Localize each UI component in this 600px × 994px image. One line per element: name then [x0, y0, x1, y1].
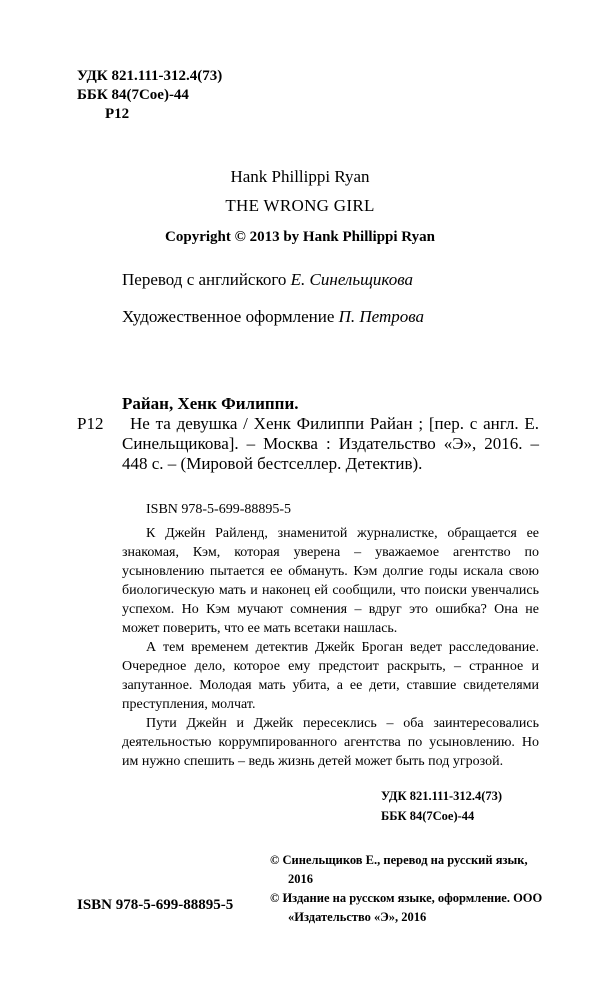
call-number: Р12	[77, 414, 104, 433]
udk-code: УДК 821.111-312.4(73)	[77, 68, 223, 84]
imprint-udk: УДК 821.111-312.4(73)	[381, 789, 503, 803]
isbn-bottom: ISBN 978-5-699-88895-5	[77, 897, 234, 913]
bibliographic-description: Не та девушка / Хенк Филиппи Райан ; [пер. с англ. Е. Синельщикова]. – Москва : Издательство «Э», 2016. – 448 с. – (Мировой бестселлер. Детектив).	[122, 414, 539, 473]
annotation-paragraph: А тем временем детектив Джейк Броган ведет расследование. Очередное дело, которое ему предстоит раскрыть, – странное и запутанное. Молодая мать убита, а ее дети, ставшие свидетелями преступления, молчат.	[122, 640, 539, 712]
bbk-code: ББК 84(7Сое)-44	[77, 87, 189, 103]
copyright-edition: © Издание на русском языке, оформление. ООО «Издательство «Э», 2016	[270, 891, 543, 924]
translator-name: Е. Синельщикова	[290, 270, 413, 289]
translator-credit	[122, 270, 413, 290]
annotation-paragraph: К Джейн Райленд, знаменитой журналистке, обращается ее знакомая, Кэм, которая уверена – уважаемое агентство по усыновлению пытается ее обмануть. Кэм долгие годы искала свою биологическую мать и наконец ей сообщили, что поиски увенчались успехом. Но Кэм мучают сомнения – вдруг это ошибка? Она не может поверить, что ее мать всетаки нашлась.	[122, 526, 539, 636]
author-heading: Райан, Хенк Филиппи.	[122, 394, 299, 413]
design-label: Художественное оформление	[122, 307, 339, 326]
classification-codes	[77, 67, 222, 124]
annotation	[122, 524, 539, 771]
original-author: Hank Phillippi Ryan	[230, 167, 370, 186]
copyright-notes	[270, 851, 545, 927]
original-title: THE WRONG GIRL	[225, 196, 375, 215]
call-number-top: Р12	[105, 106, 130, 122]
design-credit	[122, 307, 424, 327]
copyright-translation: © Синельщиков Е., перевод на русский язык, 2016	[270, 853, 528, 886]
annotation-paragraph: Пути Джейн и Джейк пересеклись – оба заинтересовались деятельностью коррумпированного агентства по усыновлению. Но им нужно спешить – ведь жизнь детей может быть под угрозой.	[122, 716, 539, 769]
original-copyright: Copyright © 2013 by Hank Phillippi Ryan	[165, 229, 435, 245]
isbn-main: ISBN 978-5-699-88895-5	[146, 502, 292, 517]
imprint-codes	[381, 786, 502, 826]
imprint-bbk: ББК 84(7Сое)-44	[381, 809, 475, 823]
translation-label: Перевод с английского	[122, 270, 291, 289]
designer-name: П. Петрова	[338, 307, 425, 326]
